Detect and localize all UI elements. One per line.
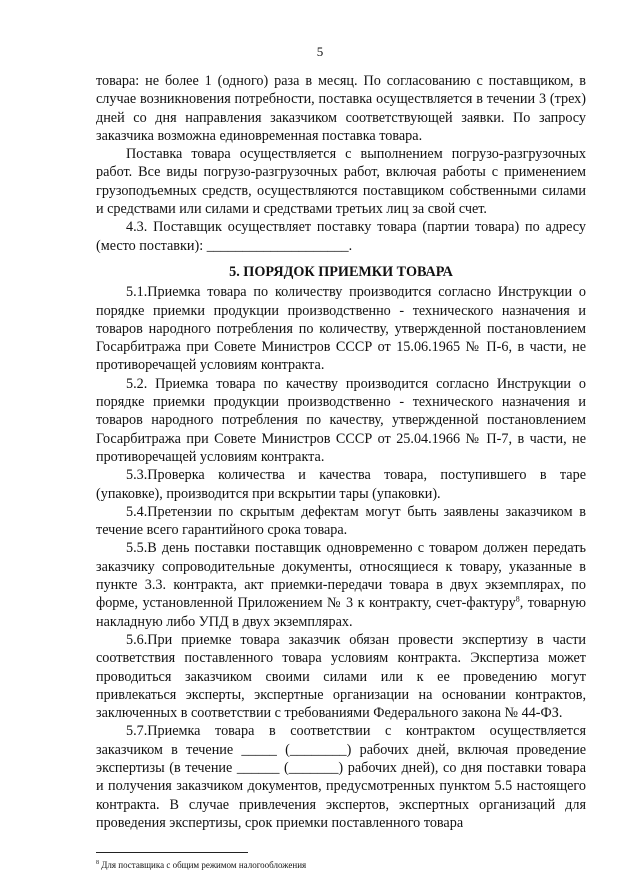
paragraph-5-4: 5.4.Претензии по скрытым дефектам могут быть заявлены заказчиком в течение всего гарантийного срока товара. [96, 503, 586, 539]
paragraph-5-2: 5.2. Приемка товара по качеству производится согласно Инструкции о порядке приемки продукции производственно - технического назначения и товаров народного потребления по качеству, утвержденной постановлением Госарбитража при Совете Министров СССР от 25.04.1966 № П-7, в части, не противоречащей условиям контракта. [96, 375, 586, 465]
paragraph-5-5-text: 5.5.В день поставки поставщик одновременно с товаром должен передать заказчику сопроводительные документы, относящиеся к товару, указанные в пункте 3.3. контракта, акт приемки-передачи товара в двух экземплярах, по форме, установленной Приложением № 3 к контракту, счет-фактуру [96, 540, 586, 612]
document-body [96, 72, 586, 832]
paragraph-5-6: 5.6.При приемке товара заказчик обязан провести экспертизу в части соответствия поставленного товара условиям контракта. Экспертиза может проводиться заказчиком своими силами или к ее проведению могут привлекаться эксперты, экспертные организации на основании контрактов, заключенных в соответствии с требованиями Федерального закона № 44-ФЗ. [96, 631, 586, 722]
footnote-text: Для поставщика с общим режимом налогообложения [101, 860, 307, 870]
paragraph-5-5-text-end: , товарную накладную либо УПД в двух экземплярах. [96, 595, 587, 630]
paragraph-5-3: 5.3.Проверка количества и качества товара, поступившего в таре (упаковке), производится при вскрытии тары (упаковки). [96, 467, 586, 502]
paragraph-loading-works: Поставка товара осуществляется с выполнением погрузо-разгрузочных работ. Все виды погрузо-разгрузочных работ, включая работы с применением грузоподъемных средств, осуществляются поставщиком собственными силами и средствами или силами и средствами третьих лиц за свой счет. [96, 146, 586, 218]
footnote-mark: 8 [96, 860, 99, 866]
paragraph-delivery-frequency: товара: не более 1 (одного) раза в месяц. По согласованию с поставщиком, в случае возникновения потребности, поставка осуществляется в течении 3 (трех) дней со дня направления заказчиком соответствующей заявки. По запросу заказчика возможна единовременная поставка товара. [96, 73, 586, 144]
paragraph-5-7: 5.7.Приемка товара в соответствии с контрактом осуществляется заказчиком в течение _____ (________) рабочих дней, включая проведение экспертизы (в течение ______ (_______) рабочих дней), со дня поставки товара и получения заказчиком документов, предусмотренных пунктом 5.5 настоящего контракта. В случае привлечения экспертов, экспертных организаций для проведения экспертизы, срок приемки поставленного товара [96, 723, 586, 831]
paragraph-5-1: 5.1.Приемка товара по количеству производится согласно Инструкции о порядке приемки продукции производственно - технического назначения и товаров народного потребления по количеству, утвержденной постановлением Госарбитража при Совете Министров СССР от 15.06.1965 № П-6, в части, не противоречащей условиям контракта. [96, 284, 586, 374]
paragraph-5-5 [96, 539, 586, 630]
paragraph-4-3: 4.3. Поставщик осуществляет поставку товара (партии товара) по адресу (место поставки): ____________________. [96, 219, 586, 254]
footnote [96, 860, 306, 870]
footnote-divider [96, 852, 248, 853]
footnote-reference: 8 [515, 594, 520, 604]
section-heading: 5. ПОРЯДОК ПРИЕМКИ ТОВАРА [229, 263, 453, 280]
page-number: 5 [316, 44, 324, 59]
